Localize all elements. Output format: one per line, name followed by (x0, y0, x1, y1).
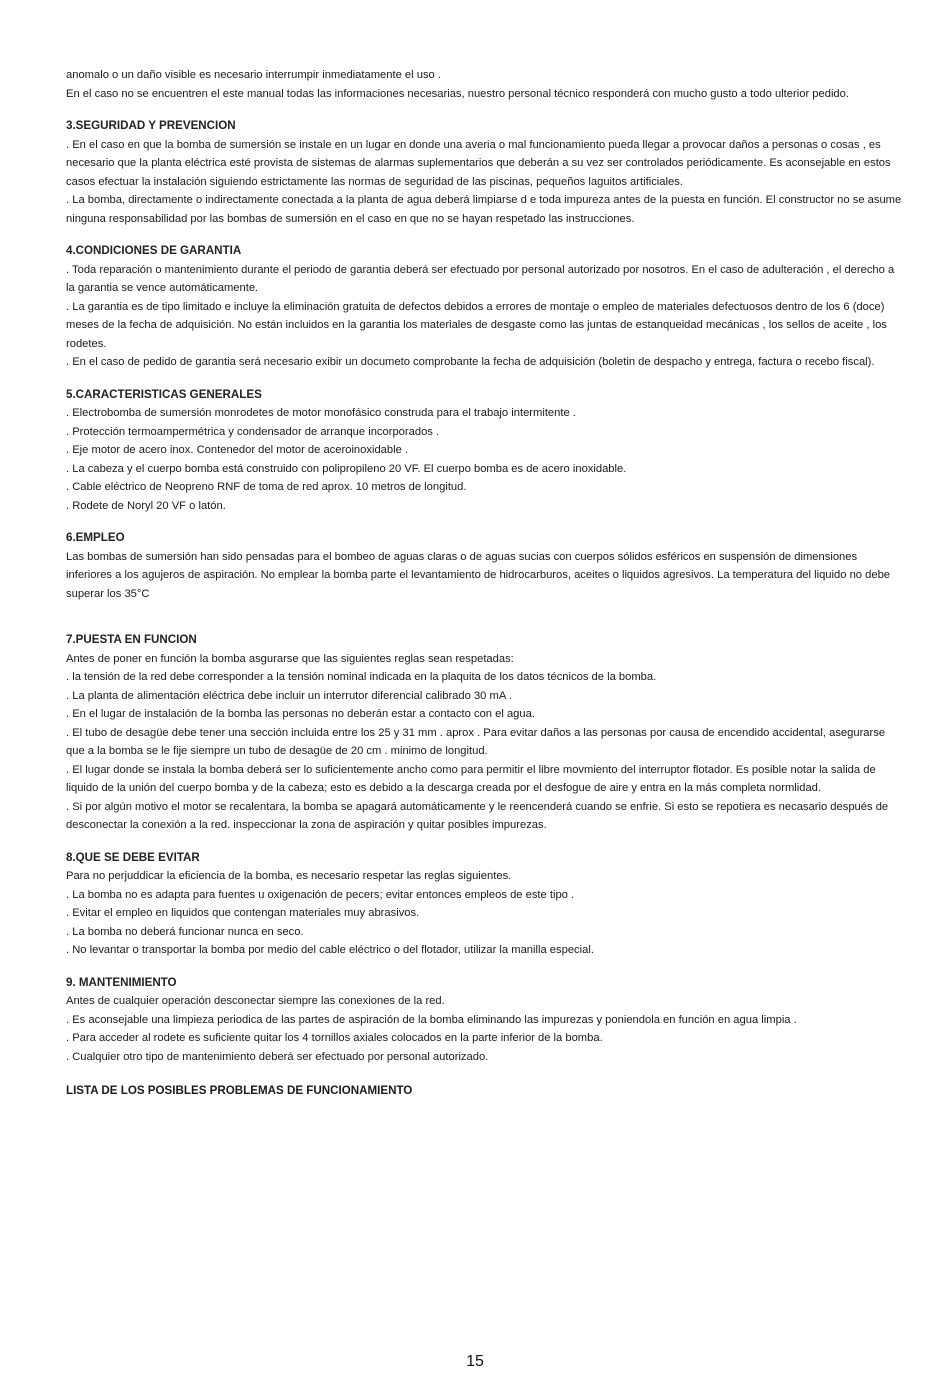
section-paragraph: Antes de poner en función la bomba asgurarse que las siguientes reglas sean respetadas: (66, 652, 514, 665)
section-paragraph: . La planta de alimentación eléctrica debe incluir un interrutor diferencial calibrado 30 mA . (66, 689, 512, 702)
section-heading: 8.QUE SE DEBE EVITAR (66, 850, 200, 864)
section-paragraph: . Eje motor de acero inox. Contenedor del motor de aceroinoxidable . (66, 444, 409, 456)
section-empleo (66, 529, 902, 603)
section-heading: 3.SEGURIDAD Y PREVENCION (66, 119, 236, 132)
section-mantenimiento (66, 974, 902, 1067)
section-paragraph: . Cualquier otro tipo de mantenimiento deberá ser efectuado por personal autorizado. (66, 1050, 489, 1063)
section-paragraph: . Toda reparación o mantenimiento durante el periodo de garantia deberá ser efectuado por personal autorizado por nosotros. En el caso de adulteración , el derecho a la garantia se vence automáticamente. (66, 263, 895, 294)
section-paragraph: . No levantar o transportar la bomba por medio del cable eléctrico o del flotador, utilizar la manilla especial. (66, 944, 594, 956)
intro-paragraph: En el caso no se encuentren el este manual todas las informaciones necesarias, nuestro personal técnico responderá con mucho gusto a todo ulterior pedido. (66, 87, 849, 100)
section-paragraph: . Rodete de Noryl 20 VF o latón. (66, 499, 226, 512)
section-paragraph: . La bomba no deberá funcionar nunca en seco. (66, 925, 304, 938)
problems-list-title: LISTA DE LOS POSIBLES PROBLEMAS DE FUNCIONAMIENTO (66, 1084, 413, 1097)
section-paragraph: . La bomba no es adapta para fuentes u oxigenación de pecers; evitar entonces empleos de este tipo . (66, 888, 575, 901)
section-heading: 9. MANTENIMIENTO (66, 975, 177, 989)
section-puesta-en-funcion (66, 631, 902, 835)
section-caracteristicas (66, 386, 902, 516)
section-paragraph: . Si por algún motivo el motor se recalentara, la bomba se apagará automáticamente y le reencenderá cuando se enfrie. Si esto se repotiera es necasario después de desconectar la conexión a la red. inspeccionar la zona de aspiración y quitar posibles impurezas. (66, 800, 889, 831)
section-heading: 4.CONDICIONES DE GARANTIA (66, 244, 242, 257)
section-paragraph: . La garantia es de tipo limitado e incluye la eliminación gratuita de defectos debidos a errores de montaje o empleo de materiales defectuosos dentro de los 6 (doce) meses de la fecha de adquisición. No están incluidos en la garantia los materiales de desgaste como las juntas de estanqueidad mecánicas , los sellos de aceite , los rodetes. (66, 300, 887, 350)
section-paragraph: . La bomba, directamente o indirectamente conectada a la planta de agua deberá limpiarse d e toda impureza antes de la puesta en función. El constructor no se asume ninguna responsabilidad por las bombas de sumersión en el caso en que no se hayan respetado las instrucciones. (66, 194, 902, 225)
section-paragraph: . El tubo de desagüe debe tener una sección incluida entre los 25 y 31 mm . aprox . Para evitar daños a las personas por causa de encendido accidental, asegurarse que a la bomba se le fije siempre un tubo de desagüe de 20 cm . minimo de longitud. (66, 726, 886, 757)
section-paragraph: . la tensión de la red debe corresponder a la tensión nominal indicada en la plaquita de los datos técnicos de la bomba. (66, 671, 657, 683)
section-paragraph: . Es aconsejable una limpieza periodica de las partes de aspiración de la bomba eliminando las impurezas y poniendola en función en agua limpia . (66, 1013, 797, 1026)
section-garantia (66, 242, 902, 372)
section-paragraph: Las bombas de sumersión han sido pensadas para el bombeo de aguas claras o de aguas sucias con cuerpos sólidos esféricos en suspensión de dimensiones inferiores a los agujeros de aspiración. No emplear la bomba parte el levantamiento de hidrocarburos, aceites o liquidos agresivos. La temperatura del liquido no debe superar los 35°C (66, 550, 891, 600)
section-paragraph: . Evitar el empleo en liquidos que contengan materiales muy abrasivos. (66, 907, 420, 919)
section-paragraph: . Electrobomba de sumersión monrodetes de motor monofásico construda para el trabajo intermitente . (66, 407, 576, 419)
page-number: 15 (466, 1353, 484, 1370)
section-paragraph: Antes de cualquier operación desconectar siempre las conexiones de la red. (66, 995, 445, 1007)
section-heading: 6.EMPLEO (66, 531, 125, 544)
section-paragraph: Para no perjuddicar la eficiencia de la bomba, es necesario respetar las reglas siguientes. (66, 870, 512, 882)
section-paragraph: . En el caso en que la bomba de sumersión se instale en un lugar en donde una averia o mal funcionamiento pueda llegar a provocar daños a personas o cosas , es necesario que la planta eléctrica esté provista de sistemas de alarmas suplementarios que deberán a su vez ser controlados periódicamente. Es aconsejable en estos casos efectuar la instalación siguiendo estrictamente las normas de seguridad de las piscinas, pequeños laguitos artificiales. (66, 138, 891, 188)
section-heading: 7.PUESTA EN FUNCION (66, 633, 197, 646)
section-paragraph: . La cabeza y el cuerpo bomba está construido con polipropileno 20 VF. El cuerpo bomba es de acero inoxidable. (66, 462, 627, 475)
section-que-evitar (66, 849, 902, 960)
section-paragraph: . Protección termoampermétrica y condensador de arranque incorporados . (66, 425, 440, 438)
section-seguridad (66, 117, 902, 228)
section-paragraph: . Cable eléctrico de Neopreno RNF de toma de red aprox. 10 metros de longitud. (66, 481, 467, 493)
section-paragraph: . En el caso de pedido de garantia será necesario exibir un documeto comprobante la fecha de adquisición (boletin de despacho y entrega, factura o recebo fiscal). (66, 356, 875, 368)
manual-page (66, 66, 902, 1101)
section-paragraph: . El lugar donde se instala la bomba deberá ser lo suficientemente ancho como para permitir el libre movmiento del interruptor flotador. Es posible notar la salida de liquido de la unión del cuerpo bomba y de la cabeza; esto es debido a la descarga creada por el desfogue de aire y entra en la más completa normlidad. (66, 763, 876, 794)
section-paragraph: . En el lugar de instalación de la bomba las personas no deberán estar a contacto con el agua. (66, 708, 535, 720)
intro-paragraph: anomalo o un daño visible es necesario interrumpir inmediatamente el uso . (66, 69, 441, 81)
section-paragraph: . Para acceder al rodete es suficiente quitar los 4 tornillos axiales colocados en la parte inferior de la bomba. (66, 1032, 603, 1044)
section-heading: 5.CARACTERISTICAS GENERALES (66, 387, 262, 401)
